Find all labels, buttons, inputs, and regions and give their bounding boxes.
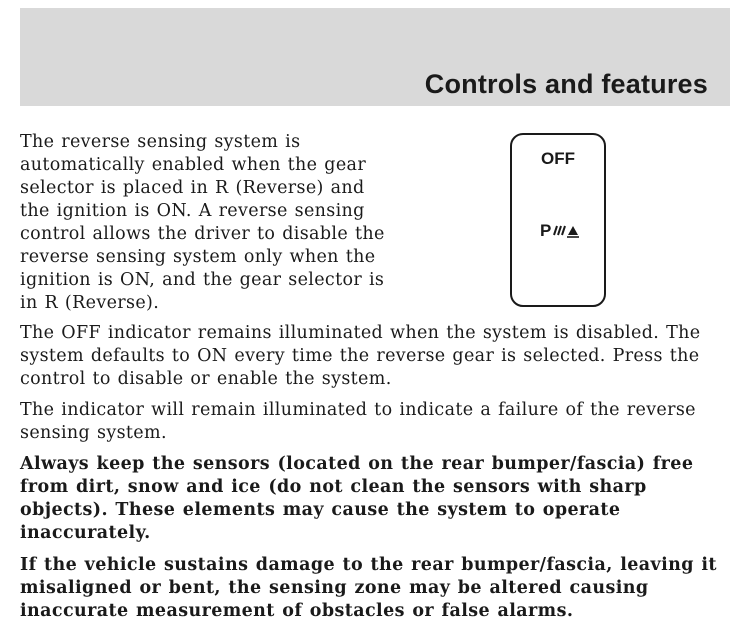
section-header (20, 8, 730, 106)
intro-paragraph: The reverse sensing system is automatically enabled when the gear selector is placed in R (Reverse) and the ignition is ON. A reverse sensing control allows the driver to disable the reverse sensing system only when the ignition is ON, and the gear selector is in R (Reverse). (20, 132, 385, 313)
reverse-park-aid-icon (540, 219, 582, 241)
reverse-sensing-control-button[interactable] (510, 133, 606, 307)
sensor-cleaning-warning: Always keep the sensors (located on the rear bumper/fascia) free from dirt, snow and ice (do not clean the sensors with sharp objects). These elements may cause the system to operate inaccurately. (20, 454, 694, 543)
off-indicator-paragraph: The OFF indicator remains illuminated when the system is disabled. The system defaults to ON every time the reverse gear is selected. Press the control to disable or enable the system. (20, 323, 701, 389)
page-title: Controls and features (424, 69, 708, 99)
bumper-damage-warning: If the vehicle sustains damage to the rear bumper/fascia, leaving it misaligned or bent, the sensing zone may be altered causing inaccurate measurement of obstacles or false alarms. (20, 555, 717, 621)
svg-text:P: P (540, 221, 552, 240)
failure-indicator-paragraph: The indicator will remain illuminated to indicate a failure of the reverse sensing system. (20, 400, 696, 443)
off-indicator-label: OFF (541, 149, 575, 168)
